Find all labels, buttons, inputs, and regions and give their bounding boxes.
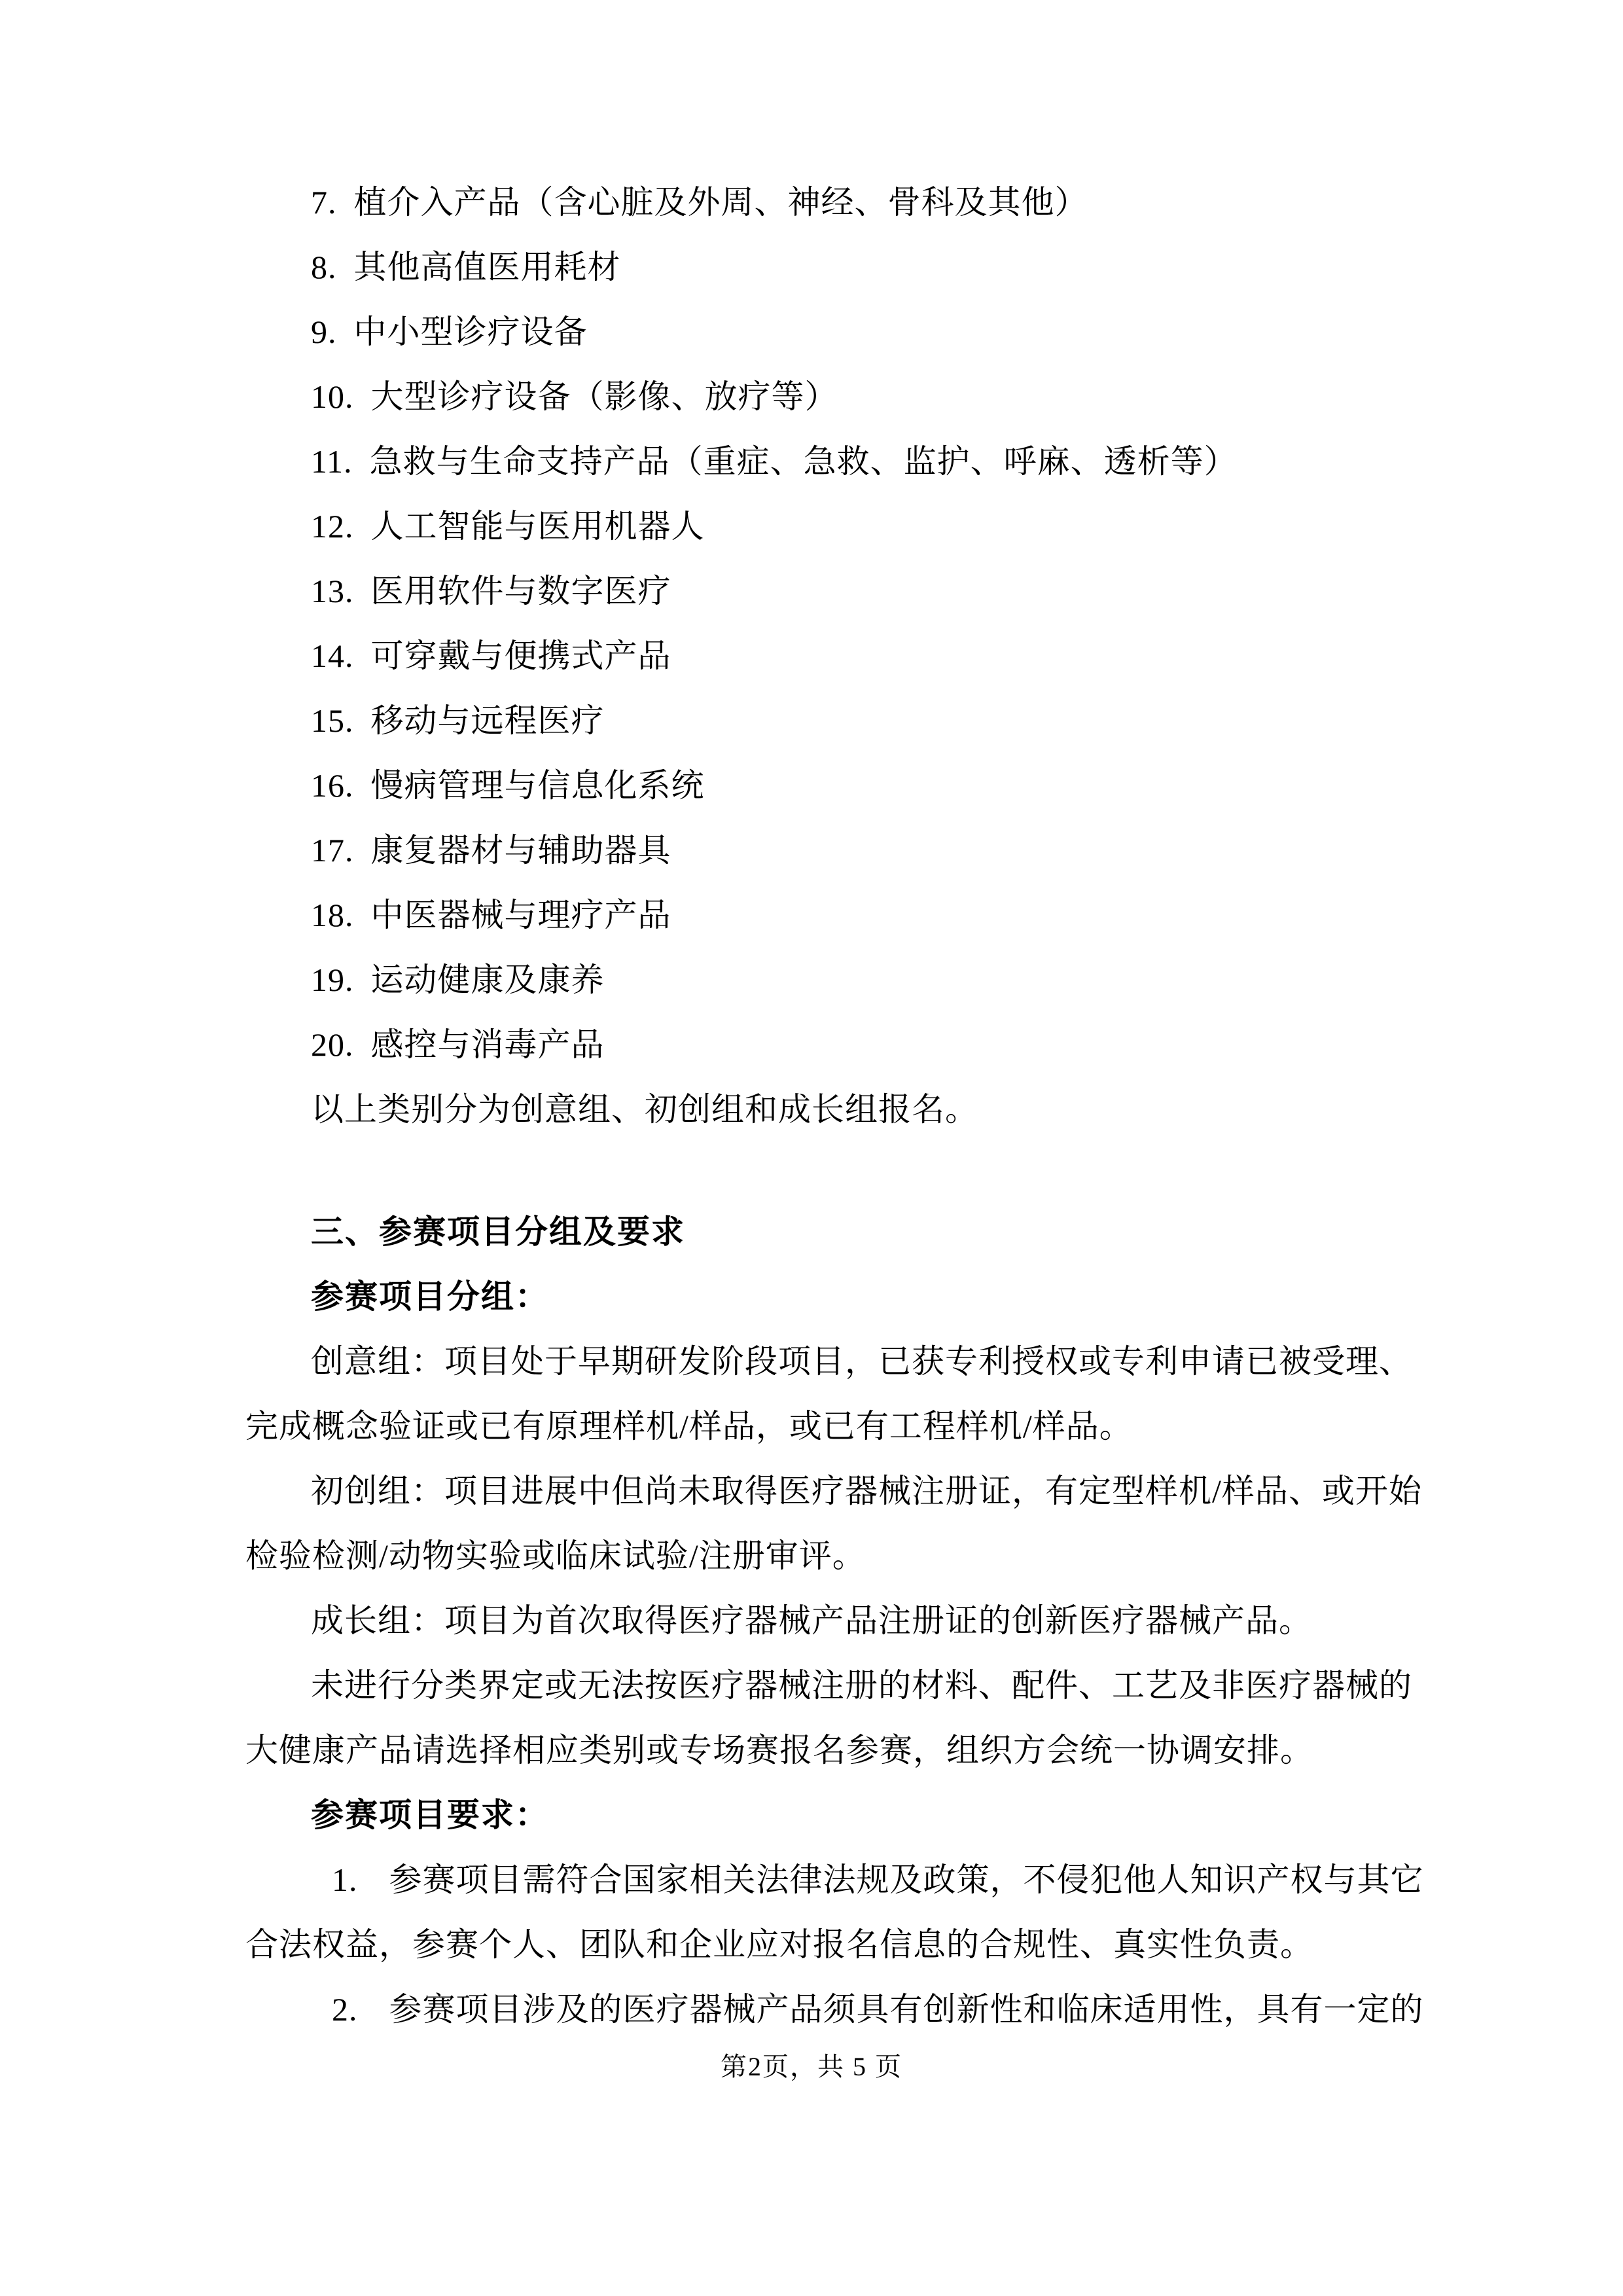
- item-text: 参赛项目涉及的医疗器械产品须具有创新性和临床适用性，具有一定的: [389, 1991, 1424, 2028]
- item-text: 可穿戴与便携式产品: [370, 637, 671, 674]
- list-item: [245, 818, 1397, 883]
- item-number: 11.: [311, 443, 353, 480]
- list-item: [245, 429, 1397, 494]
- list-item: [245, 170, 1397, 235]
- item-number: 7.: [311, 184, 337, 221]
- item-text: 其他高值医用耗材: [353, 249, 621, 285]
- requirement-item: [245, 1848, 1424, 1912]
- paragraph-line: 未进行分类界定或无法按医疗器械注册的材料、配件、工艺及非医疗器械的: [311, 1667, 1412, 1704]
- subsection-label: 参赛项目分组：: [311, 1278, 549, 1315]
- item-number: 13.: [311, 573, 354, 609]
- item-number: 9.: [311, 314, 337, 350]
- item-number: 10.: [311, 378, 354, 415]
- item-text: 运动健康及康养: [370, 961, 605, 998]
- item-text: 慢病管理与信息化系统: [370, 767, 705, 804]
- section-heading: 三、参赛项目分组及要求: [311, 1213, 685, 1250]
- paragraph-line: 检验检测/动物实验或临床试验/注册审评。: [245, 1537, 866, 1574]
- item-text: 参赛项目需符合国家相关法律法规及政策，不侵犯他人知识产权与其它: [389, 1861, 1424, 1898]
- page-footer: 第2页，共 5 页: [721, 2052, 902, 2081]
- item-number: 12.: [311, 508, 354, 545]
- list-item: [245, 624, 1397, 689]
- item-text: 中小型诊疗设备: [353, 314, 588, 350]
- paragraph-line: 成长组：项目为首次取得医疗器械产品注册证的创新医疗器械产品。: [311, 1602, 1312, 1639]
- paragraph-line: 完成概念验证或已有原理样机/样品，或已有工程样机/样品。: [245, 1408, 1133, 1444]
- subsection-label: 参赛项目要求：: [311, 1797, 549, 1833]
- paragraph-line: 大健康产品请选择相应类别或专场赛报名参赛，组织方会统一协调安排。: [245, 1732, 1313, 1768]
- item-number: 19.: [311, 961, 354, 998]
- list-item: [245, 753, 1397, 818]
- requirement-item: [245, 1977, 1424, 2042]
- item-text: 急救与生命支持产品（重症、急救、监护、呼麻、透析等）: [369, 443, 1238, 480]
- list-item: [245, 689, 1397, 753]
- item-text: 大型诊疗设备（影像、放疗等）: [370, 378, 838, 415]
- item-number: 8.: [311, 249, 337, 285]
- item-text: 感控与消毒产品: [370, 1026, 605, 1063]
- list-item: [245, 235, 1397, 300]
- item-number: 20.: [311, 1026, 354, 1063]
- list-item: [245, 948, 1397, 1013]
- blank-line: [245, 1142, 1397, 1200]
- item-text: 康复器材与辅助器具: [370, 832, 671, 869]
- item-text: 植介入产品（含心脏及外周、神经、骨科及其他）: [353, 184, 1088, 221]
- item-number: 15.: [311, 702, 354, 739]
- item-text: 中医器械与理疗产品: [370, 897, 671, 933]
- paragraph-line: 初创组：项目进展中但尚未取得医疗器械注册证，有定型样机/样品、或开始: [311, 1473, 1422, 1509]
- item-number: 14.: [311, 637, 354, 674]
- item-number: 2.: [332, 1991, 358, 2028]
- item-number: 1.: [332, 1861, 358, 1898]
- list-item: [245, 1013, 1397, 1077]
- paragraph-line: 以上类别分为创意组、初创组和成长组报名。: [311, 1091, 978, 1128]
- item-text: 人工智能与医用机器人: [370, 508, 705, 545]
- item-text: 移动与远程医疗: [370, 702, 605, 739]
- list-item: [245, 365, 1397, 429]
- list-item: [245, 883, 1397, 948]
- list-item: [245, 494, 1397, 559]
- item-number: 18.: [311, 897, 354, 933]
- item-text: 医用软件与数字医疗: [370, 573, 671, 609]
- paragraph-line: 合法权益，参赛个人、团队和企业应对报名信息的合规性、真实性负责。: [245, 1926, 1313, 1963]
- item-number: 17.: [311, 832, 354, 869]
- list-item: [245, 559, 1397, 624]
- list-item: [245, 300, 1397, 365]
- document-body: [245, 170, 1424, 2042]
- item-number: 16.: [311, 767, 354, 804]
- paragraph-line: 创意组：项目处于早期研发阶段项目，已获专利授权或专利申请已被受理、: [311, 1343, 1412, 1380]
